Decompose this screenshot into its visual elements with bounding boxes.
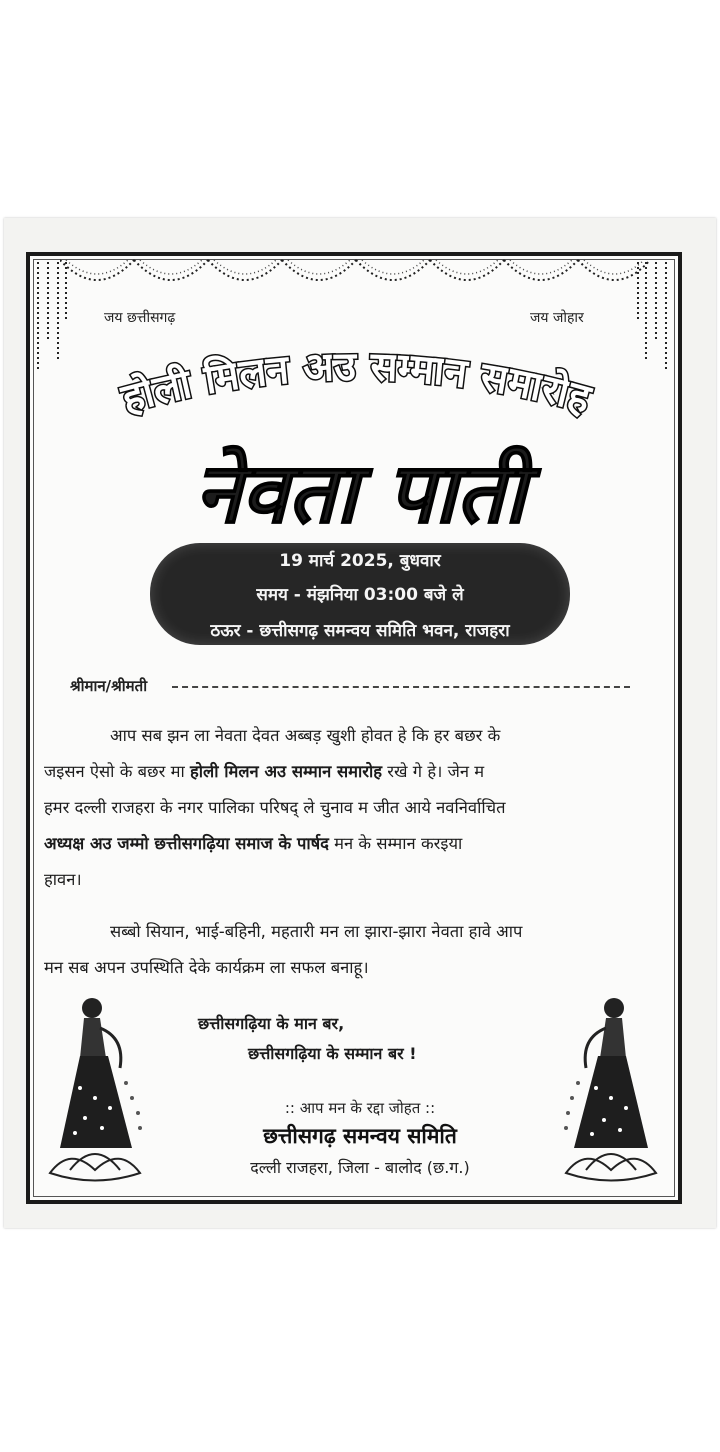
slogan-line-2: छत्तीसगढ़िया के सम्मान बर ! (248, 1044, 417, 1063)
dancer-figure-right (556, 988, 666, 1193)
dancer-figure-left (40, 988, 150, 1193)
corner-greeting-right: जय जोहार (530, 310, 584, 326)
headline-text: होली मिलन अउ सम्मान समारोह (116, 343, 596, 423)
organization-address: दल्ली राजहरा, जिला - बालोद (छ.ग.) (250, 1158, 470, 1177)
body-line: जइसन ऐसो के बछर मा होली मिलन अउ सम्मान समारोह रखे गे हे। जेन म (44, 762, 485, 781)
name-blank-line (172, 686, 630, 688)
main-title (150, 410, 570, 550)
invitation-paragraph (44, 718, 664, 898)
body-line: हावन। (44, 870, 82, 889)
body-line: अध्यक्ष अउ जम्मो छत्तीसगढ़िया समाज के पार्षद मन के सम्मान करइया (44, 834, 463, 853)
salutation-label: श्रीमान/श्रीमती (70, 677, 148, 695)
body-line: सब्बो सियान, भाई-बहिनी, महतारी मन ला झारा-झारा नेवता हावे आप (110, 922, 523, 941)
signature-invite: :: आप मन के रद्दा जोहत :: (284, 1099, 436, 1117)
event-date: 19 मार्च 2025, बुधवार (279, 551, 441, 571)
event-venue: ठऊर - छत्तीसगढ़ समन्वय समिति भवन, राजहरा (210, 621, 510, 641)
garland-decoration (60, 256, 650, 306)
organization-name: छत्तीसगढ़ समन्वय समिति (263, 1124, 457, 1148)
slogan-line-1: छत्तीसगढ़िया के मान बर, (198, 1014, 345, 1033)
invitation-paragraph-2 (44, 914, 664, 986)
main-title-text: नेवता पाती (194, 444, 526, 542)
body-line: मन सब अपन उपस्थिति देके कार्यक्रम ला सफल बनाहू। (44, 958, 369, 977)
body-line: आप सब झन ला नेवता देवत अब्बड़ खुशी होवत हे कि हर बछर के (110, 726, 501, 745)
corner-greeting-left: जय छत्तीसगढ़ (104, 310, 176, 326)
event-time: समय - मंझनिया 03:00 बजे ले (256, 585, 464, 605)
body-line: हमर दल्ली राजहरा के नगर पालिका परिषद् ले चुनाव म जीत आये नवनिर्वाचित (44, 798, 506, 817)
